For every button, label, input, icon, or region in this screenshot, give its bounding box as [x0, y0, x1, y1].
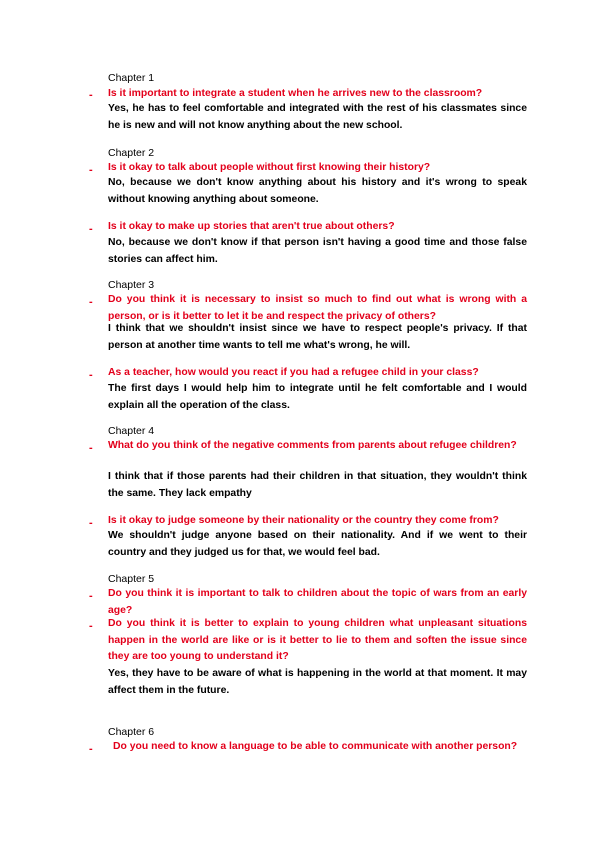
chapter-2-question-2: Is it okay to make up stories that aren't true about others?	[108, 221, 395, 232]
chapter-2-answer-1: No, because we don't know anything about his history and it's wrong to speak without knowing anything about someone.	[108, 177, 527, 205]
chapter-4-question-1: What do you think of the negative comments from parents about refugee children?	[108, 440, 517, 451]
chapter-2-question-1: Is it okay to talk about people without first knowing their history?	[108, 162, 431, 173]
chapter-4-question-2: Is it okay to judge someone by their nationality or the country they come from?	[108, 515, 499, 526]
bullet-dash: -	[89, 517, 93, 529]
chapter-3-answer-1: I think that we shouldn't insist since we have to respect people's privacy. If that person at another time wants to tell me what's wrong, he will.	[108, 323, 527, 351]
bullet-dash: -	[89, 89, 93, 101]
bullet-dash: -	[89, 743, 93, 755]
chapter-5-answer-2: Yes, they have to be aware of what is happening in the world at that moment. It may affect them in the future.	[108, 668, 527, 696]
bullet-dash: -	[89, 369, 93, 381]
bullet-dash: -	[89, 296, 93, 308]
bullet-dash: -	[89, 620, 93, 632]
chapter-1-question-1: Is it important to integrate a student when he arrives new to the classroom?	[108, 88, 483, 99]
bullet-dash: -	[89, 442, 93, 454]
chapter-2-heading: Chapter 2	[108, 147, 155, 159]
chapter-4-heading: Chapter 4	[108, 425, 155, 437]
bullet-dash: -	[89, 223, 93, 235]
chapter-3-question-1: Do you think it is necessary to insist so much to find out what is wrong with a person, or is it better to let it be and respect the privacy of others?	[108, 294, 527, 322]
chapter-5-heading: Chapter 5	[108, 573, 155, 585]
chapter-5-question-1: Do you think it is important to talk to children about the topic of wars from an early age?	[108, 588, 527, 616]
chapter-1-answer-1: Yes, he has to feel comfortable and integrated with the rest of his classmates since he is new and will not know anything about the new school.	[108, 103, 527, 131]
chapter-6-question-1: Do you need to know a language to be able to communicate with another person?	[113, 741, 518, 752]
chapter-3-answer-2: The first days I would help him to integrate until he felt comfortable and I would explain all the operation of the class.	[108, 383, 527, 411]
chapter-1-heading: Chapter 1	[108, 72, 155, 84]
bullet-dash: -	[89, 164, 93, 176]
chapter-4-answer-1: I think that if those parents had their children in that situation, they wouldn't think the same. They lack empathy	[108, 471, 527, 499]
chapter-3-question-2: As a teacher, how would you react if you had a refugee child in your class?	[108, 367, 479, 378]
chapter-3-heading: Chapter 3	[108, 279, 155, 291]
chapter-5-question-2: Do you think it is better to explain to young children what unpleasant situations happen in the world are like or is it better to lie to them and soften the issue since they are too young to understand it?	[108, 618, 527, 663]
chapter-6-heading: Chapter 6	[108, 726, 155, 738]
chapter-4-answer-2: We shouldn't judge anyone based on their nationality. And if we went to their country and they judged us for that, we would feel bad.	[108, 530, 527, 558]
chapter-2-answer-2: No, because we don't know if that person isn't having a good time and those false stories can affect him.	[108, 237, 527, 265]
bullet-dash: -	[89, 590, 93, 602]
